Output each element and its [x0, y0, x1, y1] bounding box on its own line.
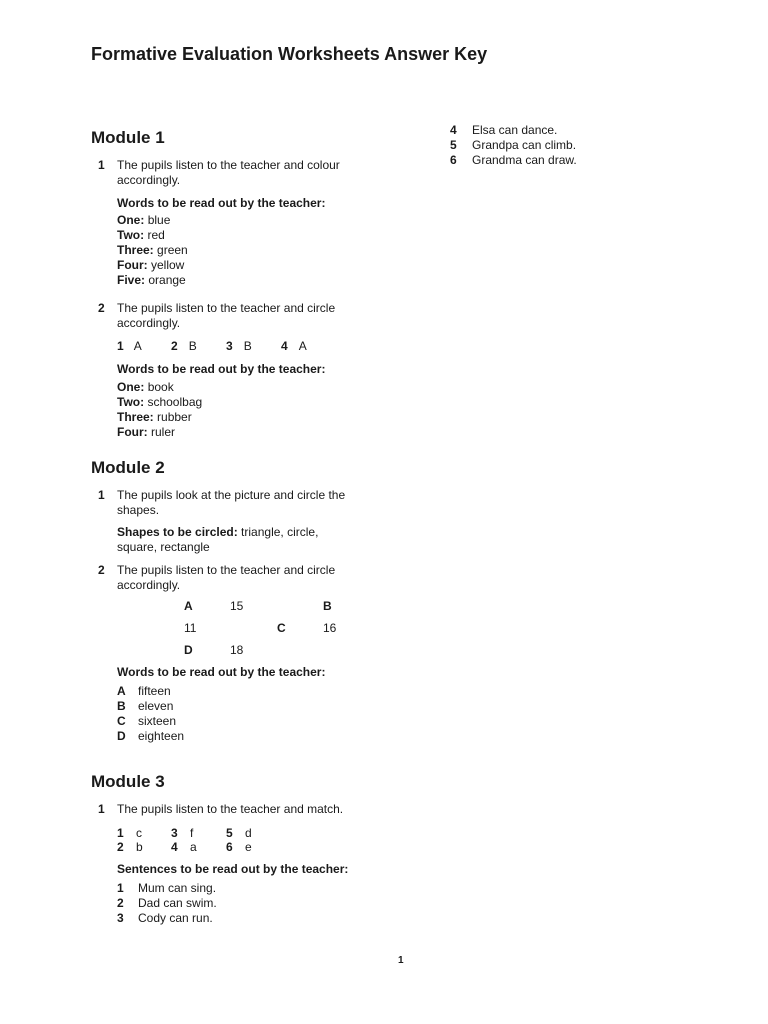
sentence-entry: 1 Mum can sing. [117, 881, 217, 895]
words-heading: Words to be read out by the teacher: [117, 196, 326, 210]
grid-cell: A [184, 599, 193, 613]
sentence-list [117, 881, 217, 926]
answer-row: 1 A [117, 339, 142, 353]
grid-cell: 16 [323, 621, 337, 635]
word-entry: Two: schoolbag [117, 395, 203, 409]
page-title: Formative Evaluation Worksheets Answer Key [91, 44, 488, 64]
sentence-entry: 5 Grandpa can climb. [450, 138, 577, 152]
grid-cell: B [323, 599, 332, 613]
sentence-entry: 6 Grandma can draw. [450, 153, 577, 167]
word-list [117, 380, 202, 440]
word-list [117, 684, 184, 744]
sentence-list-continued [450, 123, 577, 168]
module-1-heading: Module 1 [91, 128, 165, 147]
match-pair: 1 c [117, 826, 142, 840]
answer-row: 4 A [281, 339, 307, 353]
grid-cell: D [184, 643, 193, 657]
item-instruction: The pupils listen to the teacher and match. [117, 802, 344, 816]
match-pair: 4 a [171, 840, 197, 854]
word-entry: Four: yellow [117, 258, 185, 272]
word-list [117, 213, 188, 288]
word-entry: One: book [117, 380, 174, 394]
item-number: 1 [98, 488, 105, 502]
sentences-heading: Sentences to be read out by the teacher: [117, 862, 349, 876]
word-entry: Four: ruler [117, 425, 176, 439]
sentence-entry: 4 Elsa can dance. [450, 123, 558, 137]
word-entry: A fifteen [117, 684, 171, 698]
word-entry: C sixteen [117, 714, 177, 728]
match-pair: 6 e [226, 840, 252, 854]
sentence-entry: 2 Dad can swim. [117, 896, 217, 910]
word-entry: D eighteen [117, 729, 185, 743]
item-number: 1 [98, 158, 105, 172]
word-entry: B eleven [117, 699, 174, 713]
item-instruction: The pupils listen to the teacher and circle accordingly. [117, 301, 336, 330]
item-instruction: The pupils listen to the teacher and colour accordingly. [117, 158, 340, 187]
item-number: 1 [98, 802, 105, 816]
sentence-entry: 3 Cody can run. [117, 911, 213, 925]
grid-cell: C [277, 621, 286, 635]
item-instruction: The pupils listen to the teacher and circle accordingly. [117, 563, 336, 592]
grid-cell: 18 [230, 643, 244, 657]
answer-row: 3 B [226, 339, 252, 353]
item-number: 2 [98, 563, 105, 577]
word-entry: Three: rubber [117, 410, 192, 424]
item-instruction: The pupils look at the picture and circle the shapes. [117, 488, 346, 517]
match-pair: 2 b [117, 840, 143, 854]
shapes-answer: Shapes to be circled: triangle, circle, square, rectangle [117, 525, 319, 554]
page-number: 1 [398, 955, 404, 966]
words-heading: Words to be read out by the teacher: [117, 665, 326, 679]
words-heading: Words to be read out by the teacher: [117, 362, 326, 376]
answer-row: 2 B [171, 339, 197, 353]
word-entry: Three: green [117, 243, 188, 257]
match-pair: 5 d [226, 826, 252, 840]
word-entry: Two: red [117, 228, 165, 242]
module-2-heading: Module 2 [91, 458, 165, 477]
match-pair: 3 f [171, 826, 194, 840]
grid-cell: 11 [184, 621, 197, 635]
word-entry: Five: orange [117, 273, 186, 287]
grid-cell: 15 [230, 599, 244, 613]
module-3-heading: Module 3 [91, 772, 165, 791]
word-entry: One: blue [117, 213, 171, 227]
item-number: 2 [98, 301, 105, 315]
